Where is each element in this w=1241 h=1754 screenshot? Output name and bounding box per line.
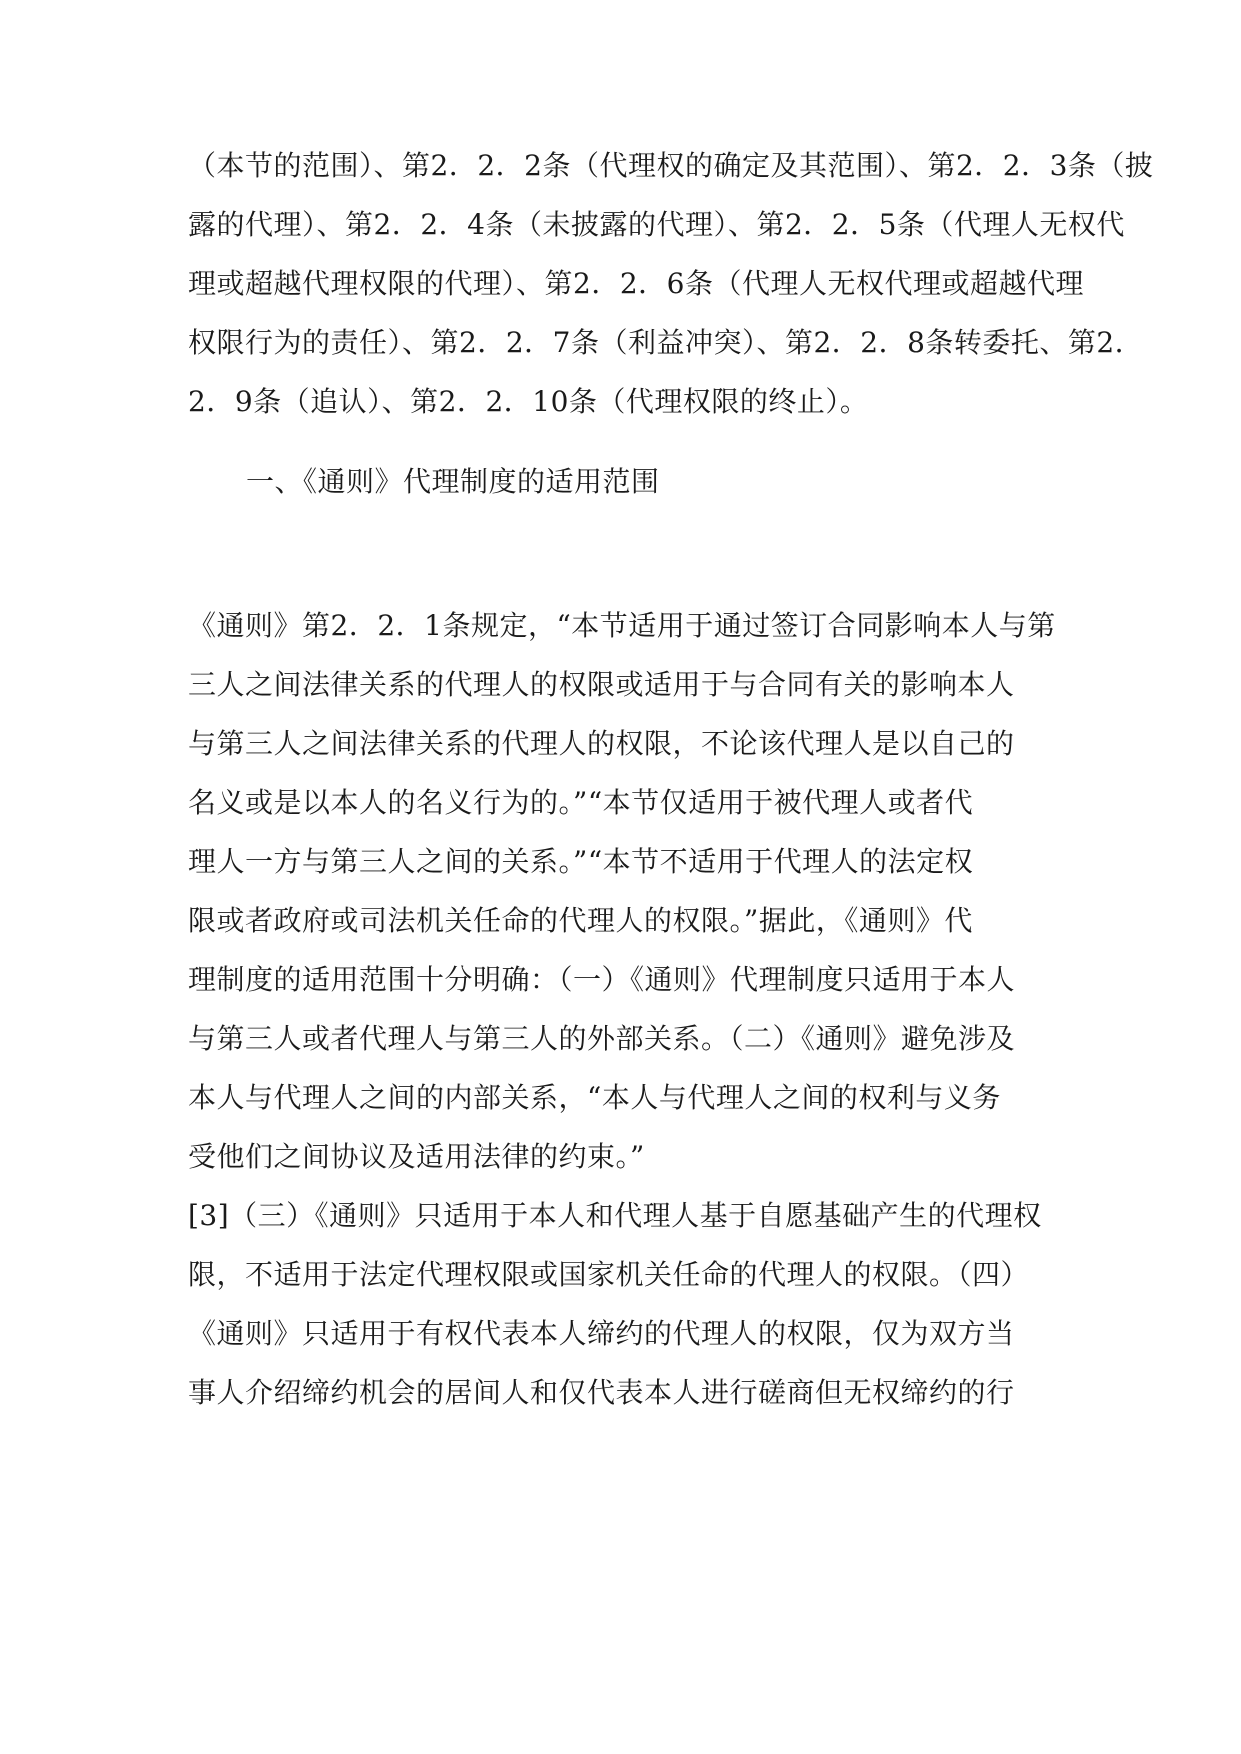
- body-line: 与第三人或者代理人与第三人的外部关系。（二）《通则》避免涉及: [188, 1022, 1016, 1055]
- body-line: 《通则》第2．2．1条规定，“本节适用于通过签订合同影响本人与第: [188, 609, 1056, 642]
- body-line: 限或者政府或司法机关任命的代理人的权限。”据此，《通则》代: [188, 904, 973, 937]
- body-line: 本人与代理人之间的内部关系，“本人与代理人之间的权利与义务: [188, 1081, 1001, 1114]
- body-line: 限，不适用于法定代理权限或国家机关任命的代理人的权限。（四）: [188, 1258, 1030, 1291]
- intro-line: 理或超越代理权限的代理）、第2．2．6条（代理人无权代理或超越代理: [188, 267, 1084, 300]
- section-heading: 一、《通则》代理制度的适用范围: [246, 465, 660, 498]
- body-line: 与第三人之间法律关系的代理人的权限，不论该代理人是以自己的: [188, 727, 1015, 760]
- body-line: 三人之间法律关系的代理人的权限或适用于与合同有关的影响本人: [188, 668, 1015, 701]
- body-line: 《通则》只适用于有权代表本人缔约的代理人的权限，仅为双方当: [188, 1317, 1015, 1350]
- intro-line: 2．9条（追认）、第2．2．10条（代理权限的终止）。: [188, 385, 869, 418]
- body-line: 名义或是以本人的名义行为的。”“本节仅适用于被代理人或者代: [188, 786, 974, 819]
- intro-line: 权限行为的责任）、第2．2．7条（利益冲突）、第2．2．8条转委托、第2．: [188, 326, 1144, 359]
- body-line: 事人介绍缔约机会的居间人和仅代表本人进行磋商但无权缔约的行: [188, 1376, 1015, 1409]
- body-line: 受他们之间协议及适用法律的约束。”: [188, 1140, 645, 1173]
- intro-line: 露的代理）、第2．2．4条（未披露的代理）、第2．2．5条（代理人无权代: [188, 208, 1125, 241]
- body-line: 理制度的适用范围十分明确：（一）《通则》代理制度只适用于本人: [188, 963, 1016, 996]
- intro-line: （本节的范围）、第2．2．2条（代理权的确定及其范围）、第2．2．3条（披: [188, 149, 1154, 182]
- body-line: [3]（三）《通则》只适用于本人和代理人基于自愿基础产生的代理权: [188, 1199, 1042, 1232]
- body-line: 理人一方与第三人之间的关系。”“本节不适用于代理人的法定权: [188, 845, 974, 878]
